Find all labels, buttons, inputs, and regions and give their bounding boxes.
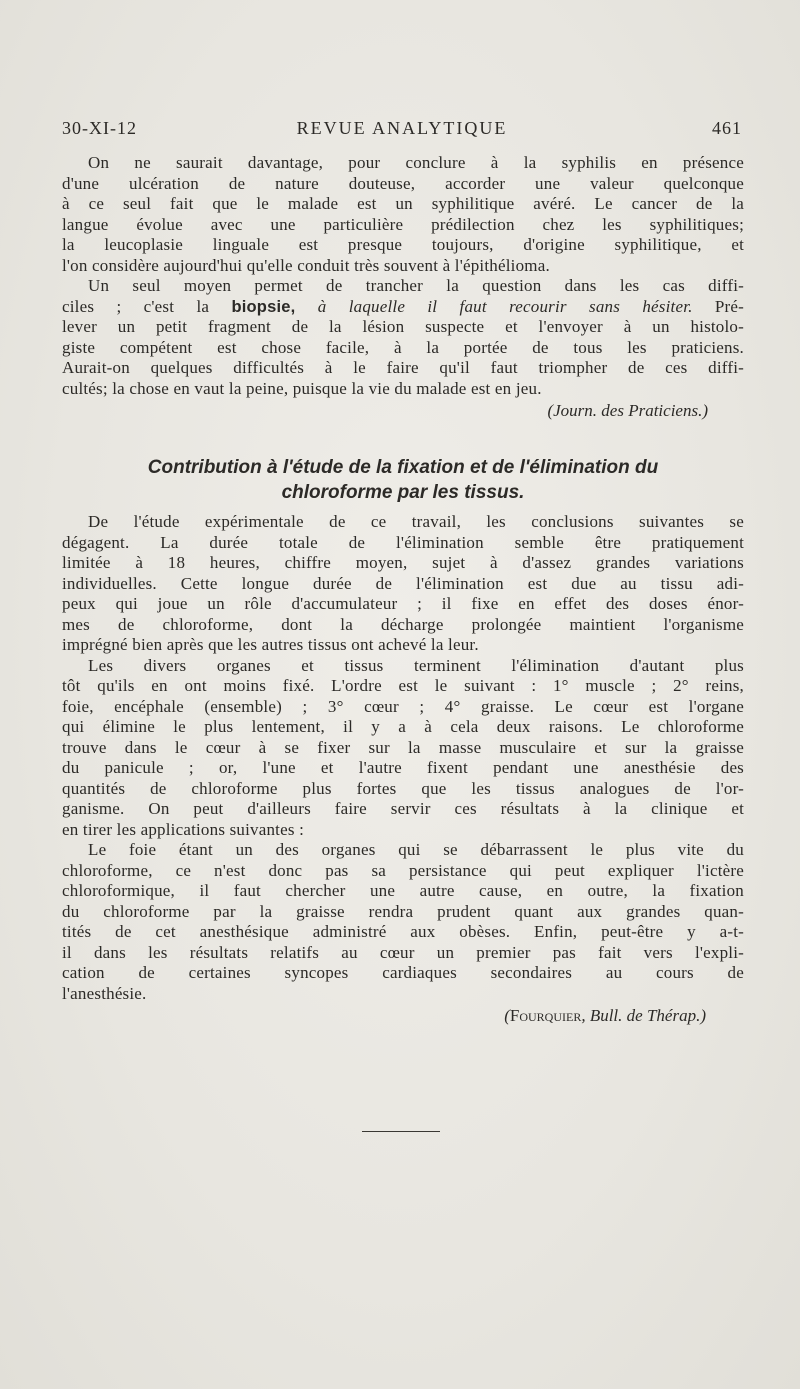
text-line: du panicule ; or, l'une et l'autre fixent pendant une anesthésie des bbox=[62, 758, 744, 777]
article-syphilis-conclusion bbox=[62, 153, 744, 423]
text-line: De l'étude expérimentale de ce travail, les conclusions suivantes se bbox=[88, 512, 744, 531]
text-line: foie, encéphale (ensemble) ; 3° cœur ; 4° graisse. Le cœur est l'organe bbox=[62, 696, 744, 716]
text-line: Les divers organes et tissus terminent l'élimination d'autant plus bbox=[88, 655, 744, 675]
article-title-line: chloroforme par les tissus. bbox=[281, 482, 525, 503]
text-line: chloroformique, il faut chercher une autre cause, en outre, la fixation bbox=[62, 881, 744, 900]
text-line: Un seul moyen permet de trancher la question dans les cas diffi- bbox=[88, 276, 744, 295]
article-chloroforme-body bbox=[62, 512, 744, 1028]
source-citation: (Journ. des Praticiens.) bbox=[547, 401, 708, 420]
text-line: Aurait-on quelques difficultés à le faire qu'il faut triompher de ces diffi- bbox=[62, 358, 744, 377]
source-journal: Bull. de Thérap. bbox=[589, 1006, 701, 1025]
text-line: On ne saurait davantage, pour conclure à la syphilis en présence bbox=[88, 153, 744, 172]
article-title-line: Contribution à l'étude de la fixation et de l'élimination du bbox=[147, 457, 659, 478]
page-number: 461 bbox=[712, 118, 742, 138]
article-title bbox=[62, 455, 744, 505]
text-line: dégagent. La durée totale de l'élimination semble être pratiquement bbox=[62, 532, 744, 552]
text-line: d'une ulcération de nature douteuse, accorder une valeur quelconque bbox=[62, 173, 744, 193]
source-citation: (Fourquier, Bull. de Thérap.) bbox=[504, 1006, 706, 1025]
text-line: imprégné bien après que les autres tissus ont achevé la leur. bbox=[62, 635, 479, 654]
text-line: à ce seul fait que le malade est un syphilitique avéré. Le cancer de la bbox=[62, 194, 744, 213]
text-line: langue évolue avec une particulière prédilection chez les syphilitiques; bbox=[62, 214, 744, 234]
header-journal-title: REVUE ANALYTIQUE bbox=[296, 118, 508, 138]
biopsie-bold: biopsie, bbox=[231, 297, 296, 316]
source-author: Fourquier bbox=[509, 1006, 582, 1025]
text-line: peux qui joue un rôle d'accumulateur ; il fixe en effet des doses énor- bbox=[62, 594, 744, 613]
text-line: cultés; la chose en vaut la peine, puisque la vie du malade est en jeu. bbox=[62, 378, 542, 398]
text-line: giste compétent est chose facile, à la portée de tous les praticiens. bbox=[62, 337, 744, 357]
header-date: 30-XI-12 bbox=[62, 118, 137, 138]
text-line: la leucoplasie linguale est presque toujours, d'origine syphilitique, et bbox=[62, 235, 744, 254]
text-line-biopsie bbox=[62, 297, 744, 318]
italic-phrase: à laquelle il faut recourir sans hésiter. bbox=[317, 296, 693, 316]
text-line: l'on considère aujourd'hui qu'elle conduit très souvent à l'épithélioma. bbox=[62, 255, 550, 275]
text-line: mes de chloroforme, dont la décharge prolongée maintient l'organisme bbox=[62, 614, 744, 634]
text-line: lever un petit fragment de la lésion suspecte et l'envoyer à un histolo- bbox=[62, 317, 744, 336]
text-line: quantités de chloroforme plus fortes que les tissus analogues de l'or- bbox=[62, 778, 744, 798]
text-line: du chloroforme par la graisse rendra prudent quant aux grandes quan- bbox=[62, 901, 744, 921]
text-line: en tirer les applications suivantes : bbox=[62, 819, 305, 839]
text-line: limitée à 18 heures, chiffre moyen, sujet à d'assez grandes variations bbox=[62, 553, 744, 572]
text-run: ciles ; c'est la bbox=[62, 296, 232, 316]
text-line: trouve dans le cœur à se fixer sur la masse musculaire et sur la graisse bbox=[62, 737, 744, 757]
text-line: l'anesthésie. bbox=[62, 983, 147, 1003]
section-divider bbox=[362, 1131, 440, 1132]
text-line: tités de cet anesthésique administré aux obèses. Enfin, peut-être y a-t- bbox=[62, 922, 744, 941]
running-header bbox=[62, 118, 742, 144]
text-line: individuelles. Cette longue durée de l'élimination est due au tissu adi- bbox=[62, 573, 744, 593]
text-line: chloroforme, ce n'est donc pas sa persistance qui peut expliquer l'ictère bbox=[62, 860, 744, 880]
text-line: Le foie étant un des organes qui se débarrassent le plus vite du bbox=[88, 840, 744, 859]
text-line: tôt qu'ils en ont moins fixé. L'ordre est le suivant : 1° muscle ; 2° reins, bbox=[62, 676, 744, 695]
text-line: cation de certaines syncopes cardiaques secondaires au cours de bbox=[62, 963, 744, 982]
text-line: ganisme. On peut d'ailleurs faire servir ces résultats à la clinique et bbox=[62, 799, 744, 818]
text-line: qui élimine le plus lentement, il y a à cela deux raisons. Le chloroforme bbox=[62, 717, 744, 736]
text-run: Pré- bbox=[692, 296, 745, 316]
text-line: il dans les résultats relatifs au cœur un premier pas fait vers l'expli- bbox=[62, 942, 744, 962]
